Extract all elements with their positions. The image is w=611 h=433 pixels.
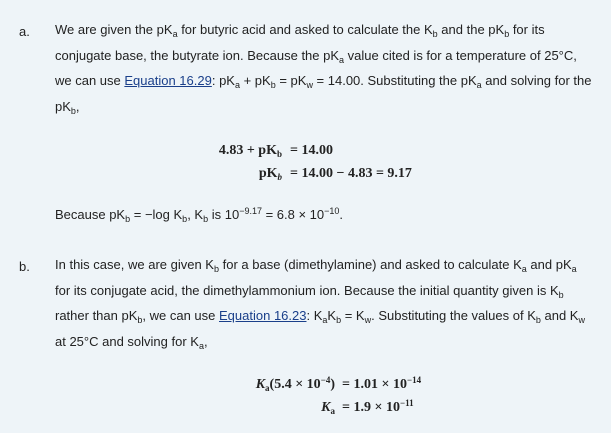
subscript: b xyxy=(70,105,76,116)
text-run: , K xyxy=(187,207,204,222)
text-run: , xyxy=(75,98,80,114)
superscript: −9.17 xyxy=(239,206,262,216)
subscript: a xyxy=(476,80,482,90)
text-run: . Substituting the values of K xyxy=(371,308,536,323)
subscript: b xyxy=(558,289,564,300)
text-run: for a base (dimethylamine) and asked to calculate K xyxy=(219,257,522,272)
equation-lhs: $K_a(5.4 \times 10^{-4})$ xyxy=(255,375,335,393)
text-run: We are given the pK xyxy=(55,22,173,37)
subscript: b xyxy=(270,80,276,90)
part-a-paragraph xyxy=(55,17,595,119)
subscript: b xyxy=(182,214,188,224)
subscript: a xyxy=(172,29,178,39)
subscript: b xyxy=(137,315,143,325)
text-run: : K xyxy=(306,308,323,323)
equation-lhs: $4.83 + pK_b$ xyxy=(218,143,282,159)
text-run: for butyric acid and asked to calculate the K xyxy=(177,22,433,37)
text-run: K xyxy=(327,308,337,323)
equation-16-29-link[interactable]: Equation 16.29 xyxy=(124,73,212,88)
subscript: a xyxy=(521,264,527,274)
part-a-result xyxy=(55,207,343,222)
subscript: a xyxy=(571,264,577,274)
text-run: at 25°C and solving for K xyxy=(55,333,199,349)
subscript: b xyxy=(203,214,209,224)
text-run: for its conjugate acid, the dimethylammonium ion. Because the initial quantity given is K xyxy=(55,282,559,298)
subscript: w xyxy=(306,80,313,90)
text-run: = −log K xyxy=(130,207,183,222)
equation-line-1 xyxy=(0,143,611,163)
subscript: b xyxy=(504,29,510,39)
text-run: Because pK xyxy=(55,207,126,222)
equation-rhs: = 14.00 − 4.83 = 9.17 xyxy=(290,166,412,181)
subscript: w xyxy=(364,315,372,325)
superscript: −10 xyxy=(324,206,340,216)
equation-line-2 xyxy=(0,400,611,420)
text-run: = K xyxy=(341,308,365,323)
text-run: and solving for the pK xyxy=(55,73,592,114)
equation-16-23-link[interactable]: Equation 16.23 xyxy=(219,308,307,323)
part-b-paragraph xyxy=(55,252,595,354)
text-run: = 6.8 × 10 xyxy=(261,207,325,222)
part-b-equation-block xyxy=(0,377,611,423)
subscript: b xyxy=(336,315,342,325)
part-a-equation-block xyxy=(0,143,611,189)
subscript: b xyxy=(213,264,219,274)
equation-rhs: = $1.01 \times 10^{-14}$ xyxy=(342,375,422,392)
subscript: a xyxy=(198,340,204,351)
text-run: , xyxy=(203,333,208,349)
subscript: b xyxy=(125,214,131,224)
part-a-marker: a. xyxy=(19,24,30,39)
text-run: : pK xyxy=(211,73,235,88)
equation-rhs: = 14.00 xyxy=(290,143,333,158)
text-run: and pK xyxy=(526,257,572,272)
equation-rhs: = $1.9 \times 10^{-11}$ xyxy=(342,398,414,415)
text-run: = pK xyxy=(275,73,307,88)
text-run: + pK xyxy=(239,73,271,88)
subscript: b xyxy=(432,29,438,39)
text-run: and the pK xyxy=(437,22,505,37)
equation-lhs: $K_a$ xyxy=(321,400,335,416)
text-run: value cited is for a temperature of 25°C, we can use xyxy=(55,47,577,88)
part-b-marker: b. xyxy=(19,259,30,274)
subscript: a xyxy=(234,80,240,90)
text-run: In this case, we are given K xyxy=(55,257,214,272)
subscript: a xyxy=(339,54,345,65)
text-run: for its conjugate base, the butyrate ion. Because the pK xyxy=(55,22,545,63)
text-run: is 10 xyxy=(208,207,240,222)
subscript: b xyxy=(535,315,541,325)
equation-line-1 xyxy=(0,377,611,397)
text-run: rather than pK xyxy=(55,308,138,323)
equation-line-2 xyxy=(0,166,611,186)
subscript: a xyxy=(322,315,328,325)
equation-lhs: $pK_b$ xyxy=(258,166,282,182)
text-run: = 14.00. Substituting the pK xyxy=(312,73,477,88)
subscript: w xyxy=(578,315,585,325)
text-run: and K xyxy=(540,308,579,323)
text-run: . xyxy=(339,207,344,222)
text-run: , we can use xyxy=(142,308,220,323)
